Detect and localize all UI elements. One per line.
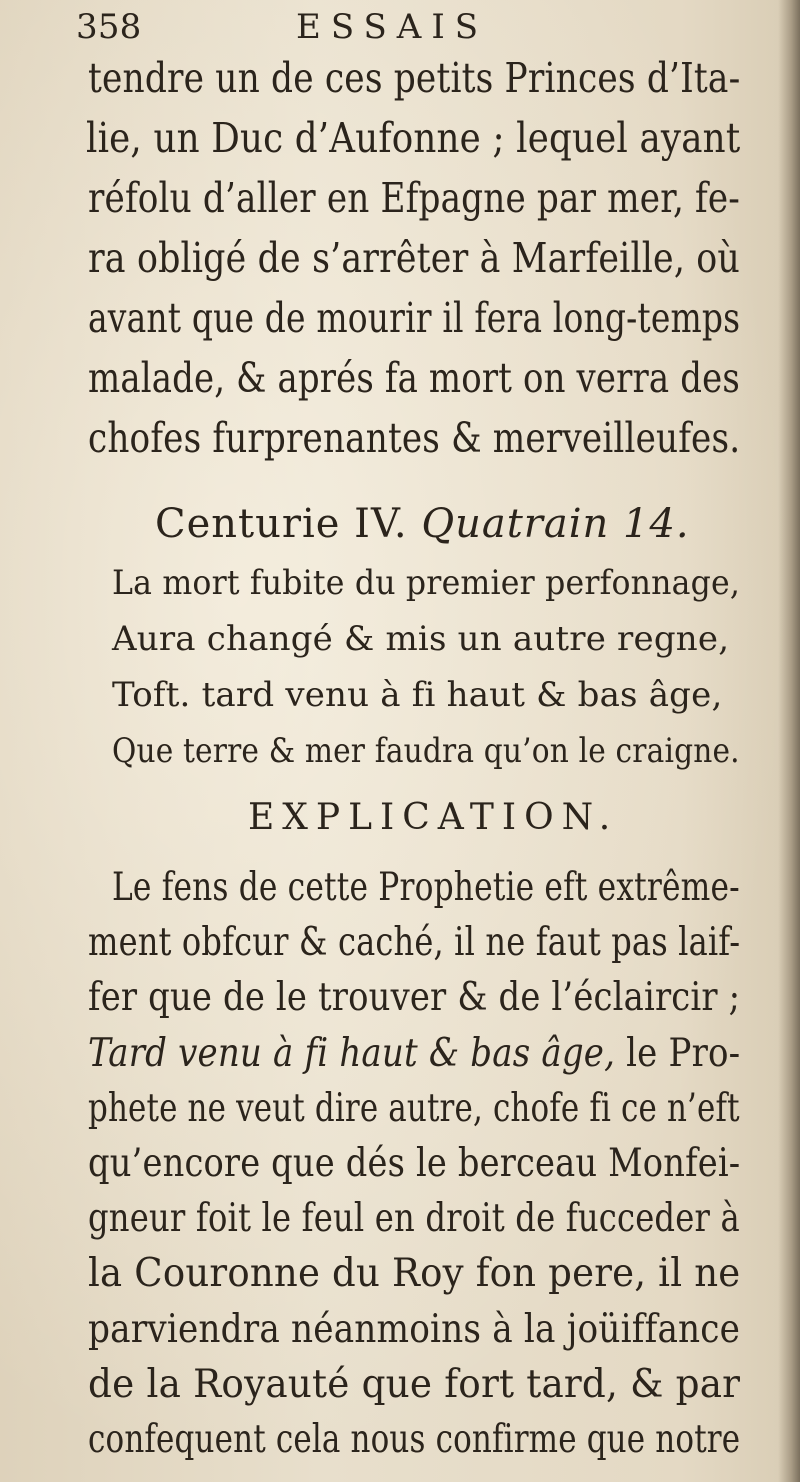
text-line: lie, un Duc d’Aufonne ; lequel ayant [86, 114, 741, 162]
text-line: de la Royauté que fort tard, & par [88, 1362, 741, 1407]
text-line: avant que de mourir il fera long-temps [88, 294, 741, 342]
text-line: phete ne veut dire autre, chofe fi ce n’eft [88, 1086, 740, 1131]
text-line: confequent cela nous confirme que notre [88, 1417, 741, 1462]
running-header [76, 7, 716, 47]
text-line: malade, & aprés fa mort on verra des [88, 354, 740, 402]
text-line: tendre un de ces petits Princes d’Ita- [88, 54, 741, 102]
text-line: qu’encore que dés le berceau Monfei- [88, 1141, 741, 1186]
text-line: Le fens de cette Prophetie eft extrême- [112, 865, 740, 910]
text-continuation: le Pro- [615, 1031, 741, 1076]
running-title: ESSAIS [296, 7, 489, 47]
text-line: ra obligé de s’arrêter à Marfeille, où [88, 234, 741, 282]
text-line: ment obfcur & caché, il ne faut pas laif- [88, 920, 741, 965]
page-number: 358 [76, 7, 142, 47]
page-edge-shadow [778, 0, 800, 1482]
text-line: chofes furprenantes & merveilleufes. [88, 414, 741, 462]
text-line: gneur foit le feul en droit de fucceder à [88, 1196, 740, 1241]
centurie-heading [155, 501, 690, 547]
explication-heading: EXPLICATION. [248, 797, 619, 838]
text-line: réfolu d’aller en Efpagne par mer, fe- [88, 174, 741, 222]
text-line: parviendra néanmoins à la joüiffance [88, 1307, 741, 1352]
verse-line: Que terre & mer faudra qu’on le craigne. [112, 731, 740, 771]
verse-line: La mort fubite du premier perfonnage, [112, 563, 741, 603]
verse-line: Aura changé & mis un autre regne, [112, 619, 730, 659]
text-line: la Couronne du Roy fon pere, il ne [88, 1251, 741, 1296]
centurie-label: Centurie IV. [155, 501, 408, 547]
verse-line: Toft. tard venu à fi haut & bas âge, [112, 675, 723, 715]
text-line: fer que de le trouver & de l’éclaircir ; [88, 975, 741, 1020]
quatrain-number: Quatrain 14. [421, 501, 690, 547]
quoted-verse: Tard venu à fi haut & bas âge, [88, 1031, 616, 1076]
text-line [88, 1031, 741, 1076]
